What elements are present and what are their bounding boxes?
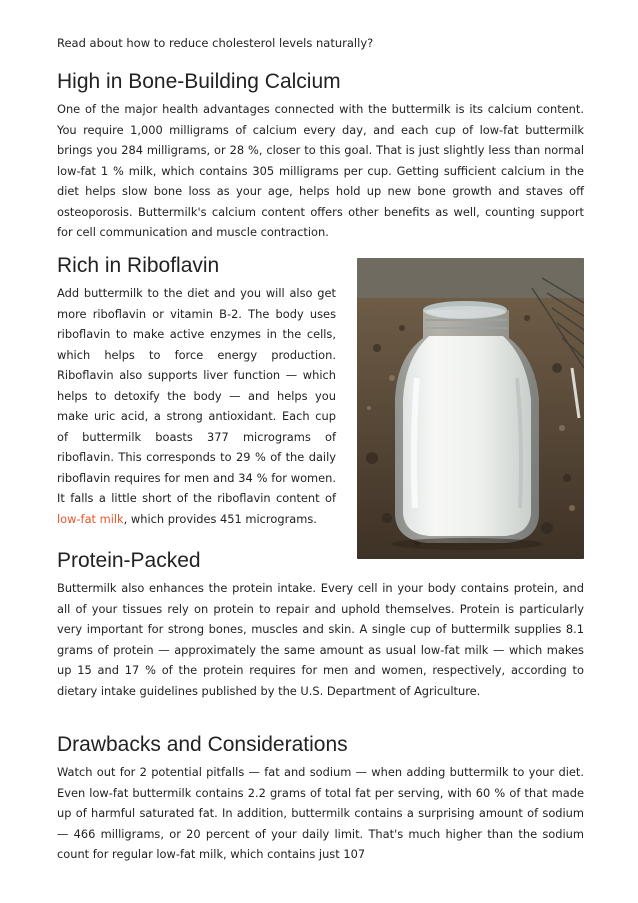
- cholesterol-link-line[interactable]: Read about how to reduce cholesterol levels naturally?: [57, 36, 374, 50]
- paragraph-drawbacks: Watch out for 2 potential pitfalls — fat and sodium — when adding buttermilk to your diet. Even low-fat buttermilk contains 2.2 grams of total fat per serving, with 60 % of that made up of harmful saturated fat. In addition, buttermilk contains a surprising amount of sodium — 466 milligrams, or 20 percent of your daily limit. That's much higher than the sodium count for regular low-fat milk, which contains just 107: [57, 765, 584, 861]
- riboflavin-text-a: Add buttermilk to the diet and you will also get more riboflavin or vitamin B-2. The body uses riboflavin to make active enzymes in the cells, which helps to force energy production. Riboflavin also supports liver function — which helps to detoxify the body — and helps you make uric acid, a strong antioxidant. Each cup of buttermilk boasts 377 micrograms of riboflavin. This corresponds to 29 % of the daily riboflavin requires for men and 34 % for women. It falls a little short of the riboflavin content of: [57, 286, 336, 505]
- low-fat-milk-link[interactable]: low-fat milk: [57, 511, 124, 526]
- paragraph-protein: Buttermilk also enhances the protein intake. Every cell in your body contains protein, and all of your tissues rely on protein to repair and uphold themselves. Protein is particularly very important for strong bones, muscles and skin. A single cup of buttermilk supplies 8.1 grams of protein — approximately the same amount as usual low-fat milk — which makes up 15 and 17 % of the protein requires for men and women, respectively, according to dietary intake guidelines published by the U.S. Department of Agriculture.: [57, 581, 584, 698]
- paragraph-calcium: One of the major health advantages connected with the buttermilk is its calcium content. You require 1,000 milligrams of calcium every day, and each cup of low-fat buttermilk brings you 284 milligrams, or 28 %, closer to this goal. That is just slightly less than normal low-fat 1 % milk, which contains 305 milligrams per cup. Getting sufficient calcium in the diet helps slow bone loss as your age, helps hold up new bone growth and staves off osteoporosis. Buttermilk's calcium content offers other benefits as well, counting support for cell communication and muscle contraction.: [57, 102, 584, 239]
- paragraph-riboflavin: [57, 283, 336, 529]
- heading-riboflavin: Rich in Riboflavin: [57, 254, 220, 277]
- heading-calcium: High in Bone-Building Calcium: [57, 70, 341, 93]
- heading-drawbacks: Drawbacks and Considerations: [57, 733, 348, 756]
- heading-protein: Protein-Packed: [57, 549, 201, 572]
- riboflavin-text-b: , which provides 451 micrograms.: [123, 511, 317, 526]
- buttermilk-jar-photo: [357, 258, 584, 559]
